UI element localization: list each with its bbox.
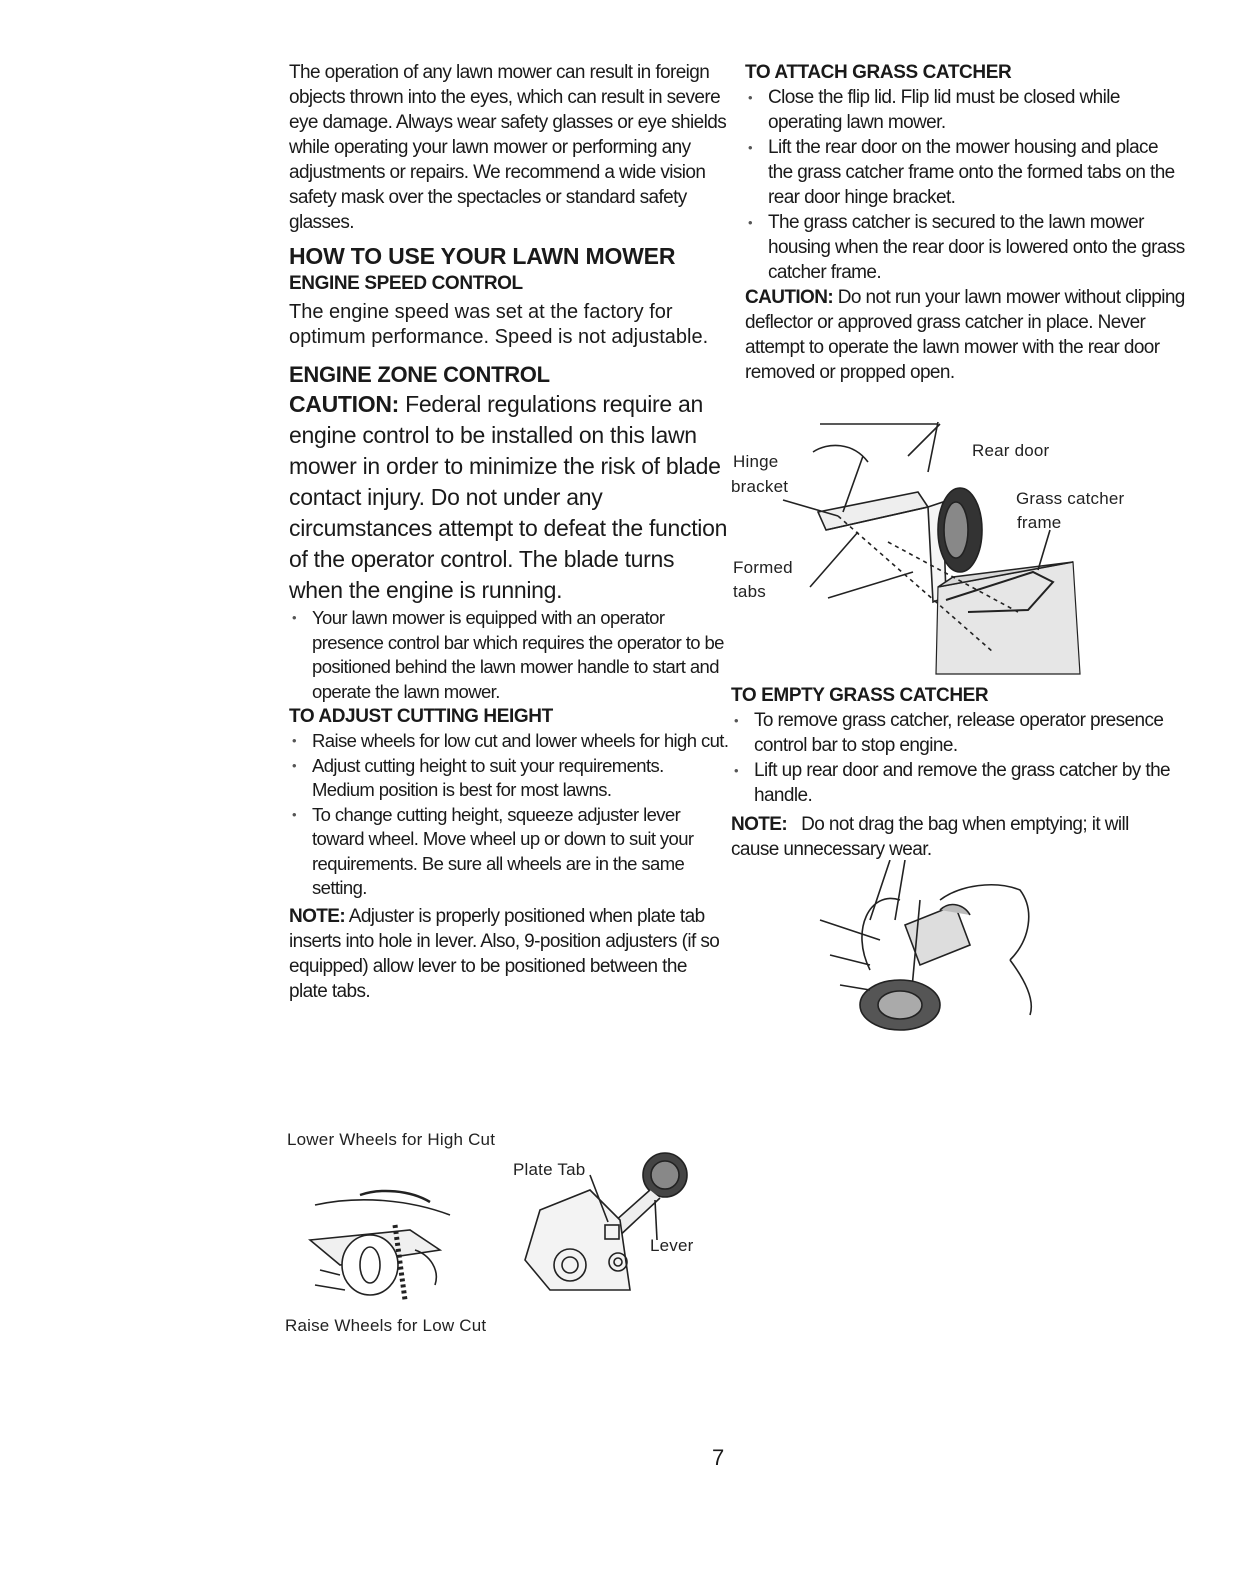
main-heading: HOW TO USE YOUR LAWN MOWER xyxy=(289,243,676,269)
attach-bullets xyxy=(745,85,1185,285)
list-item: • Adjust cutting height to suit your requirements. Medium position is best for most lawns. xyxy=(289,754,729,803)
empty-catcher-figure xyxy=(810,860,1070,1040)
empty-note-paragraph xyxy=(731,812,1171,862)
intro-paragraph: The operation of any lawn mower can result in foreign objects thrown into the eyes, which can result in severe eye damage. Always wear safety glasses or eye shields while operating your lawn mower or performing any adjustments or repairs. We recommend a wide vision safety mask over the spectacles or standard safety glasses. xyxy=(289,62,727,233)
lower-wheels-caption: Lower Wheels for High Cut xyxy=(287,1130,496,1149)
note-text: Adjuster is properly positioned when plate tab inserts into hole in lever. Also, 9-position adjusters (if so equipped) allow lever to be positioned between the plate tabs. xyxy=(289,905,720,1002)
list-item: • Lift up rear door and remove the grass catcher by the handle. xyxy=(731,758,1171,808)
plate-tab-label: Plate Tab xyxy=(513,1160,586,1179)
label-rear-door: Rear door xyxy=(972,441,1050,460)
label-grass-catcher: Grass catcher xyxy=(1016,489,1125,508)
zone-caution-text: Federal regulations require an engine control to be installed on this lawn mower in order to minimize the risk of blade contact injury. Do not under any circumstances attempt to defeat the function of the operator control. The blade turns when the engine is running. xyxy=(289,391,728,603)
caution-paragraph xyxy=(745,285,1185,385)
empty-note-label: NOTE: xyxy=(731,814,788,835)
speed-paragraph: The engine speed was set at the factory for optimum performance. Speed is not adjustable. xyxy=(289,301,709,348)
label-bracket: bracket xyxy=(731,477,789,496)
left-column xyxy=(289,60,729,1004)
list-item: • To change cutting height, squeeze adjuster lever toward wheel. Move wheel up or down to suit your requirements. Be sure all wheels are in the same setting. xyxy=(289,803,729,901)
caution-label: CAUTION: xyxy=(745,287,834,308)
hinge-bracket-shape xyxy=(813,445,868,462)
label-formed: Formed xyxy=(733,558,793,577)
attach-heading: TO ATTACH GRASS CATCHER xyxy=(745,62,1012,83)
zone-heading: ENGINE ZONE CONTROL xyxy=(289,362,550,387)
list-item: • Close the flip lid. Flip lid must be closed while operating lawn mower. xyxy=(745,85,1185,135)
plate-lever-figure xyxy=(510,1150,690,1310)
zone-caution-label: CAUTION: xyxy=(289,391,400,417)
right-column xyxy=(745,60,1185,385)
label-hinge: Hinge xyxy=(733,452,779,471)
empty-heading: TO EMPTY GRASS CATCHER xyxy=(731,685,989,706)
height-heading: TO ADJUST CUTTING HEIGHT xyxy=(289,706,553,727)
lever-label: Lever xyxy=(650,1236,694,1255)
raise-wheels-caption: Raise Wheels for Low Cut xyxy=(285,1316,487,1335)
empty-section xyxy=(731,683,1171,862)
zone-bullets xyxy=(289,606,729,704)
grass-catcher-attach-figure xyxy=(728,412,1158,692)
label-frame: frame xyxy=(1017,513,1062,532)
wheel-height-figure xyxy=(300,1180,470,1310)
note-paragraph xyxy=(289,904,729,1004)
list-item: • Raise wheels for low cut and lower wheels for high cut. xyxy=(289,729,729,754)
height-bullets xyxy=(289,729,729,901)
empty-bullets xyxy=(731,708,1171,808)
empty-note-text: Do not drag the bag when emptying; it will cause unnecessary wear. xyxy=(731,814,1129,860)
speed-heading: ENGINE SPEED CONTROL xyxy=(289,273,523,294)
list-item: • The grass catcher is secured to the lawn mower housing when the rear door is lowered onto the grass catcher frame. xyxy=(745,210,1185,285)
adjuster-plate-shape xyxy=(525,1190,630,1290)
note-label: NOTE: xyxy=(289,905,346,927)
caution-text: Do not run your lawn mower without clipping deflector or approved grass catcher in place. Never attempt to operate the lawn mower with the rear door removed or propped open. xyxy=(745,287,1185,383)
zone-caution-paragraph xyxy=(289,389,729,606)
label-tabs: tabs xyxy=(733,582,766,601)
list-item: • Lift the rear door on the mower housing and place the grass catcher frame onto the formed tabs on the rear door hinge bracket. xyxy=(745,135,1185,210)
list-item: • To remove grass catcher, release operator presence control bar to stop engine. xyxy=(731,708,1171,758)
list-item: • Your lawn mower is equipped with an operator presence control bar which requires the operator to be positioned behind the lawn mower handle to start and operate the lawn mower. xyxy=(289,606,729,704)
page-number: 7 xyxy=(712,1445,725,1470)
